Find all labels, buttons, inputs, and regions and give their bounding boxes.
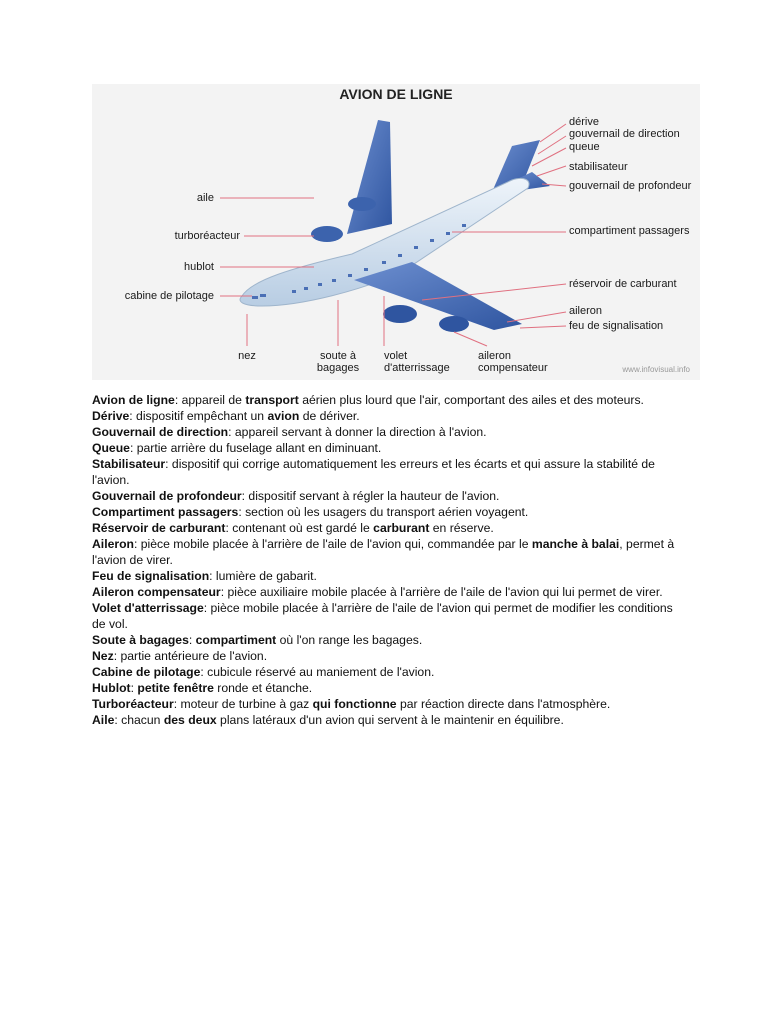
- glossary-term: Nez: [92, 649, 114, 663]
- glossary-term: petite fenêtre: [137, 681, 214, 695]
- glossary-term: compartiment: [195, 633, 277, 647]
- glossary-text: : moteur de turbine à gaz: [173, 697, 313, 711]
- glossary-term: Gouvernail de profondeur: [92, 489, 242, 503]
- glossary-term: Cabine de pilotage: [92, 665, 201, 679]
- glossary-entry: [92, 392, 678, 408]
- glossary-term: manche à balai: [531, 537, 620, 551]
- glossary-entry: [92, 504, 678, 520]
- glossary-entry: [92, 456, 678, 488]
- label-queue: queue: [569, 141, 600, 153]
- glossary-term: Réservoir de carburant: [92, 521, 226, 535]
- far-engine-1: [311, 226, 343, 242]
- glossary-text: : section où les usagers du transport aérien voyagent.: [238, 505, 529, 519]
- glossary-text: de dériver.: [299, 409, 360, 423]
- glossary-term: Hublot: [92, 681, 131, 695]
- label-feu-signalisation: feu de signalisation: [569, 320, 664, 332]
- glossary-text: : dispositif empêchant un: [129, 409, 268, 423]
- label-gouvernail-direction: gouvernail de direction: [569, 128, 680, 140]
- airplane-diagram: [92, 84, 700, 380]
- glossary-text: en réserve.: [429, 521, 494, 535]
- glossary-term: Aileron: [92, 537, 134, 551]
- glossary: [92, 392, 678, 728]
- watermark: www.infovisual.info: [622, 365, 690, 374]
- glossary-entry: [92, 696, 678, 712]
- glossary-term: Volet d'atterrissage: [92, 601, 204, 615]
- glossary-text: : pièce mobile placée à l'arrière de l'aile de l'avion qui, commandée par le: [133, 537, 532, 551]
- glossary-text: :: [130, 681, 138, 695]
- figure-title: AVION DE LIGNE: [339, 86, 453, 102]
- glossary-entry: [92, 408, 678, 424]
- near-engine-1: [383, 305, 417, 323]
- glossary-term: Queue: [92, 441, 130, 455]
- glossary-term: Aile: [92, 713, 115, 727]
- label-stabilisateur: stabilisateur: [569, 161, 628, 173]
- glossary-text: : partie arrière du fuselage allant en diminuant.: [129, 441, 382, 455]
- glossary-text: : dispositif servant à régler la hauteur de l'avion.: [241, 489, 500, 503]
- glossary-entry: [92, 664, 678, 680]
- glossary-term: qui fonctionne: [312, 697, 397, 711]
- glossary-text: : appareil servant à donner la direction à l'avion.: [228, 425, 487, 439]
- glossary-term: avion: [267, 409, 300, 423]
- glossary-term: Avion de ligne: [92, 393, 175, 407]
- glossary-entry: [92, 680, 678, 696]
- glossary-term: Gouvernail de direction: [92, 425, 229, 439]
- label-reservoir-carburant: réservoir de carburant: [569, 278, 677, 290]
- label-cabine-de-pilotage: cabine de pilotage: [124, 290, 214, 302]
- glossary-text: : lumière de gabarit.: [209, 569, 317, 583]
- label-compartiment-passagers: compartiment passagers: [569, 225, 690, 237]
- label-derive: dérive: [569, 116, 599, 128]
- label-nez: nez: [238, 350, 256, 362]
- glossary-entry: [92, 712, 678, 728]
- glossary-entry: [92, 440, 678, 456]
- glossary-term: Dérive: [92, 409, 130, 423]
- glossary-term: Soute à bagages: [92, 633, 189, 647]
- label-hublot: hublot: [184, 261, 214, 273]
- near-engine-2: [439, 316, 469, 332]
- glossary-text: : dispositif qui corrige automatiquement les erreurs et les écarts et qui assure la stabilité de l'avion.: [92, 457, 655, 487]
- glossary-term: Turboréacteur: [92, 697, 174, 711]
- glossary-term: Compartiment passagers: [92, 505, 239, 519]
- glossary-entry: [92, 600, 678, 632]
- glossary-text: , permet à l'avion de virer.: [92, 537, 675, 567]
- glossary-text: aérien plus lourd que l'air, comportant des ailes et des moteurs.: [298, 393, 644, 407]
- glossary-text: : appareil de: [174, 393, 246, 407]
- label-aile: aile: [196, 192, 214, 204]
- near-wing: [354, 262, 522, 330]
- glossary-entry: [92, 488, 678, 504]
- glossary-text: : contenant où est gardé le: [225, 521, 374, 535]
- glossary-entry: [92, 536, 678, 568]
- glossary-entry: [92, 584, 678, 600]
- glossary-term: carburant: [373, 521, 430, 535]
- glossary-entry: [92, 568, 678, 584]
- glossary-entry: [92, 632, 678, 648]
- label-turboreacteur: turboréacteur: [174, 230, 240, 242]
- glossary-text: par réaction directe dans l'atmosphère.: [396, 697, 611, 711]
- glossary-text: plans latéraux d'un avion qui servent à le maintenir en équilibre.: [216, 713, 564, 727]
- far-engine-2: [348, 197, 376, 211]
- glossary-text: : pièce auxiliaire mobile placée à l'arrière de l'aile de l'avion qui lui permet de virer.: [220, 585, 663, 599]
- glossary-text: : chacun: [114, 713, 164, 727]
- label-volet-atterrissage: volet d'atterrissage: [384, 350, 450, 374]
- label-aileron-compensateur: aileron compensateur: [478, 350, 548, 374]
- glossary-entry: [92, 424, 678, 440]
- label-aileron: aileron: [569, 305, 603, 317]
- glossary-text: :: [188, 633, 196, 647]
- glossary-entry: [92, 520, 678, 536]
- glossary-term: Aileron compensateur: [92, 585, 221, 599]
- glossary-term: des deux: [163, 713, 217, 727]
- glossary-text: où l'on range les bagages.: [276, 633, 423, 647]
- glossary-text: : cubicule réservé au maniement de l'avion.: [200, 665, 435, 679]
- far-wing: [347, 120, 392, 234]
- glossary-term: transport: [245, 393, 299, 407]
- label-gouvernail-profondeur: gouvernail de profondeur: [569, 180, 692, 192]
- glossary-text: : pièce mobile placée à l'arrière de l'aile de l'avion qui permet de modifier les conditions de vol.: [92, 601, 673, 631]
- glossary-entry: [92, 648, 678, 664]
- glossary-term: Feu de signalisation: [92, 569, 210, 583]
- glossary-text: : partie antérieure de l'avion.: [113, 649, 268, 663]
- label-soute-a-bagages: soute à bagages: [316, 350, 360, 374]
- glossary-term: Stabilisateur: [92, 457, 166, 471]
- glossary-text: ronde et étanche.: [213, 681, 313, 695]
